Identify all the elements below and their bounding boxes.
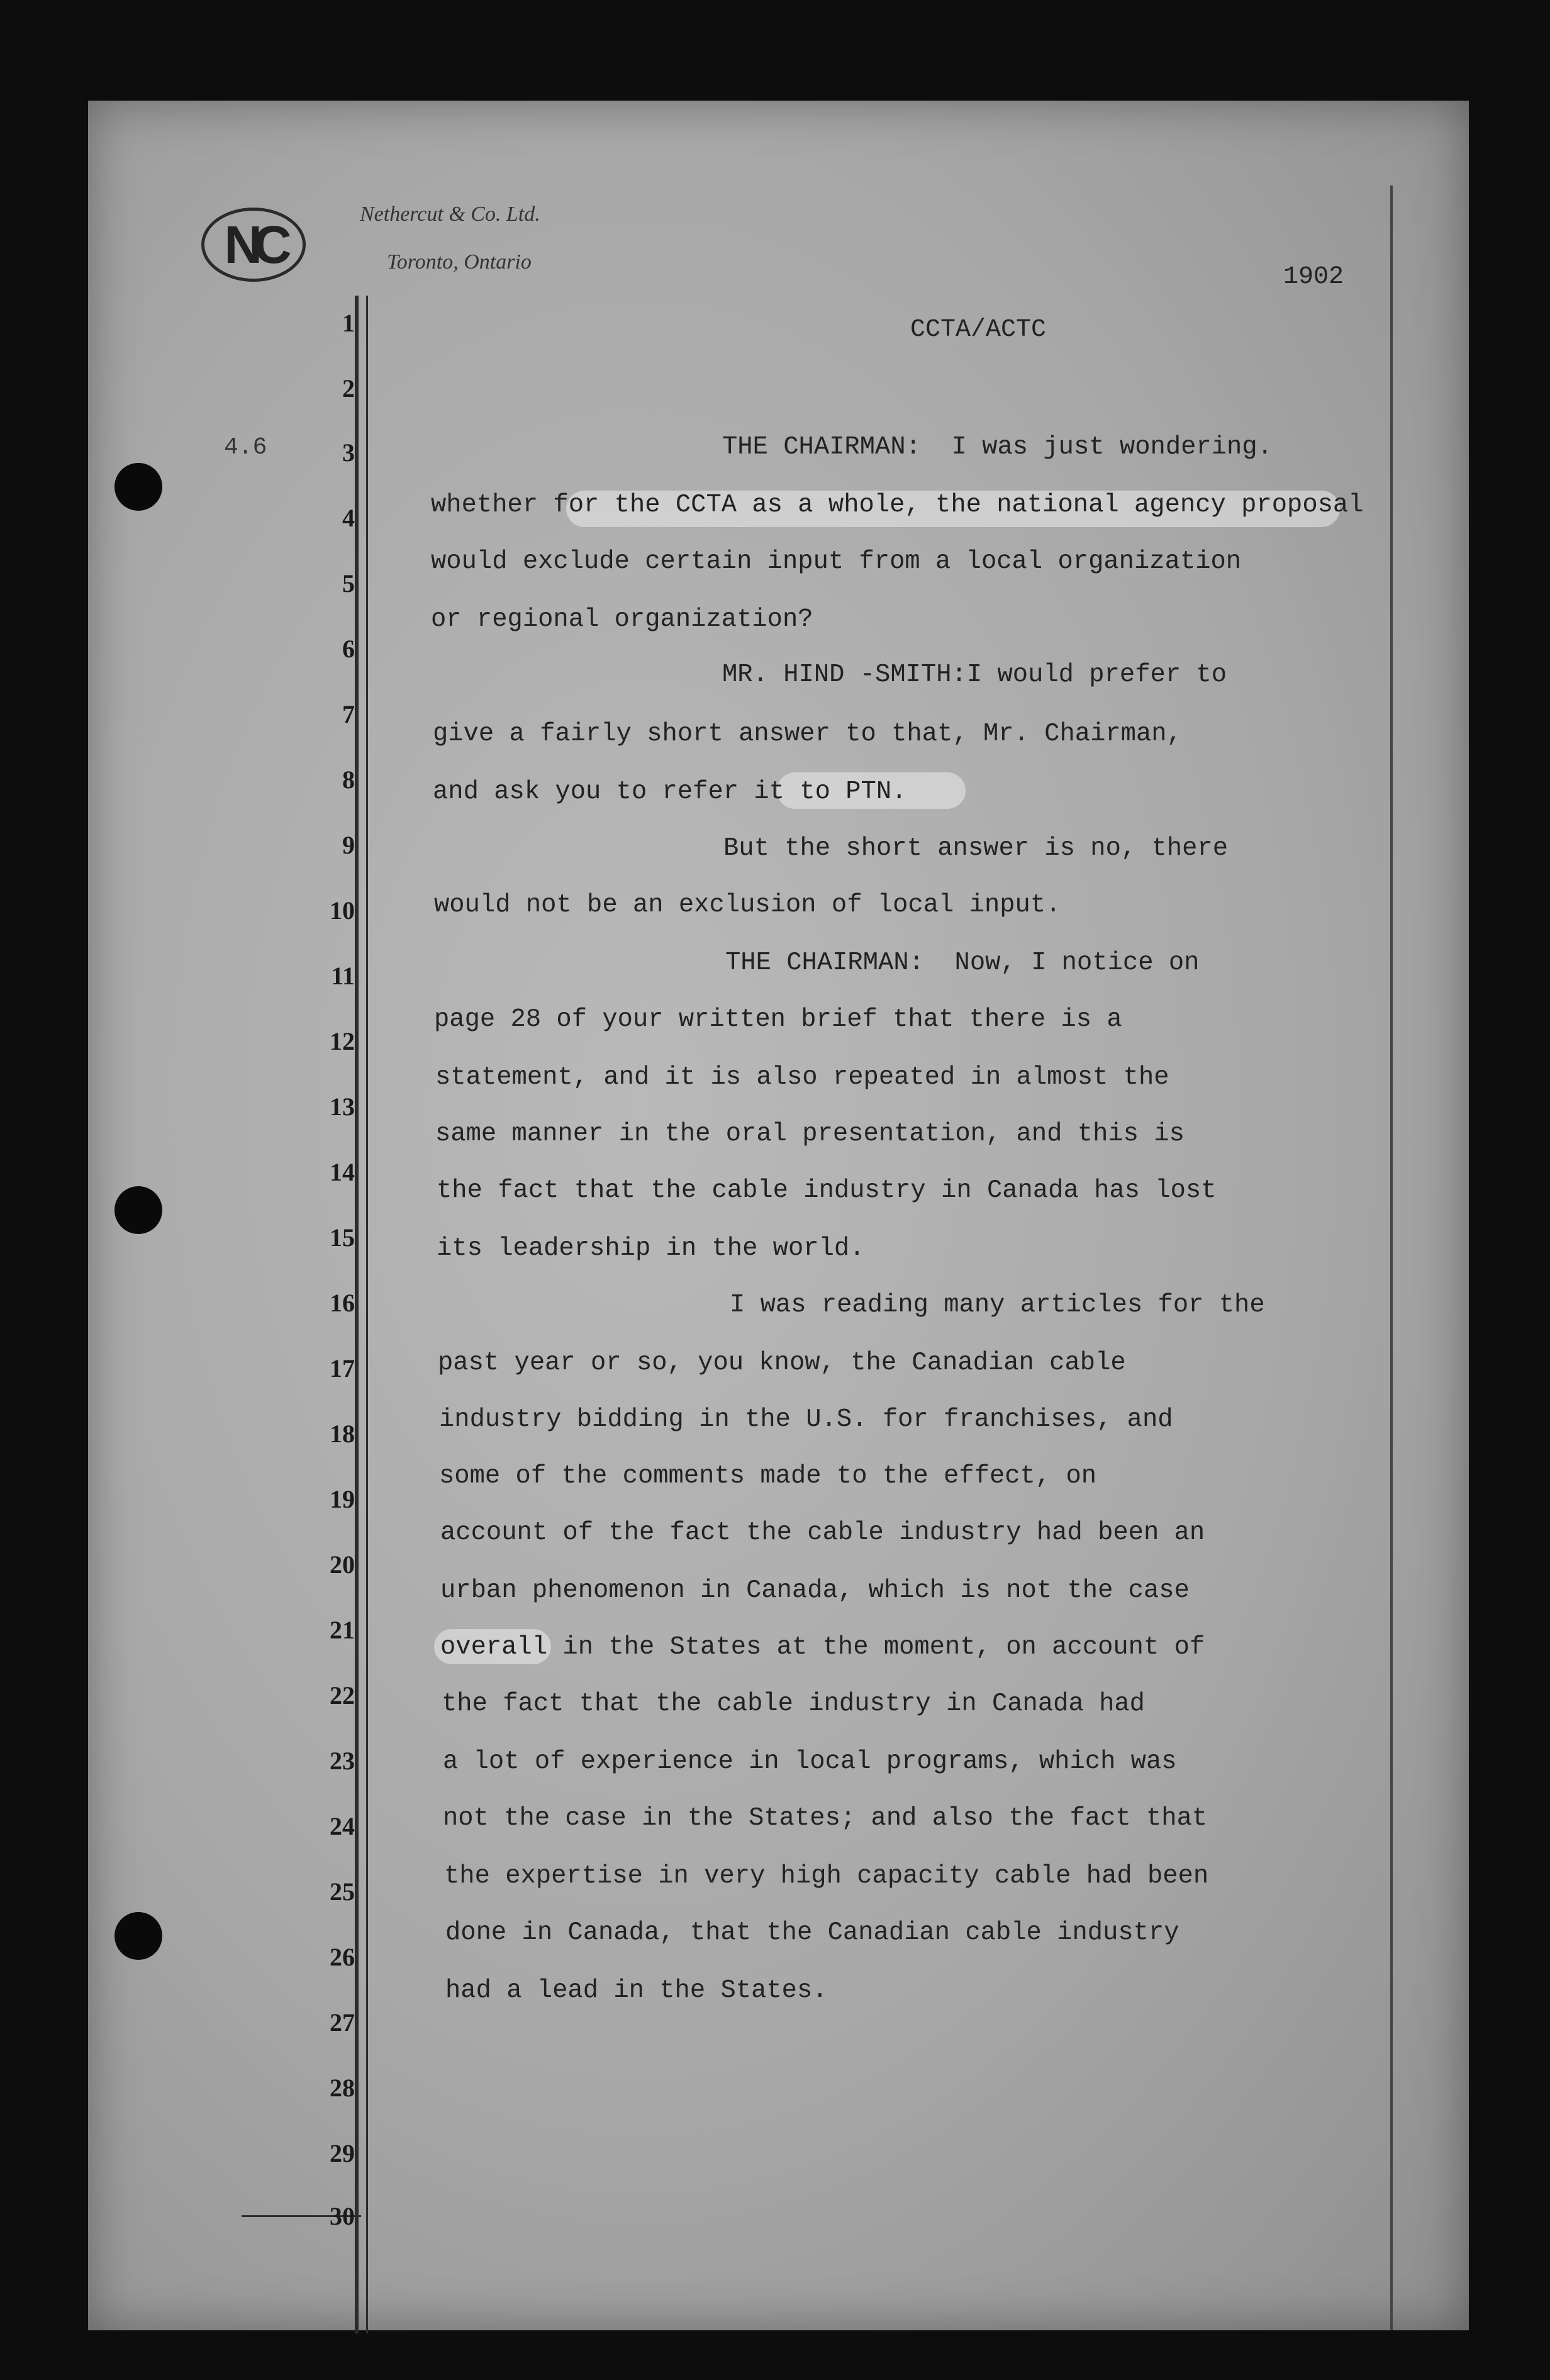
line-number: 8 [342, 765, 355, 794]
transcript-line: a lot of experience in local programs, which was [443, 1747, 1177, 1776]
transcript-line: statement, and it is also repeated in almost the [435, 1063, 1169, 1092]
transcript-line: past year or so, you know, the Canadian cable [438, 1348, 1126, 1377]
company-name: Nethercut & Co. Ltd. [360, 203, 540, 226]
line-number: 23 [330, 1747, 355, 1775]
line-number: 9 [342, 831, 355, 859]
line-number: 29 [330, 2139, 355, 2167]
line-number: 4 [342, 504, 355, 532]
line-number: 7 [342, 700, 355, 728]
line-number: 2 [342, 374, 355, 403]
binder-hole-middle [114, 1186, 162, 1234]
line-number: 1 [342, 309, 355, 337]
company-city: Toronto, Ontario [387, 250, 532, 274]
transcript-line: not the case in the States; and also the fact that [443, 1804, 1208, 1833]
transcript-line: give a fairly short answer to that, Mr. Chairman, [433, 720, 1182, 748]
transcript-line: done in Canada, that the Canadian cable industry [445, 1918, 1179, 1947]
transcript-line: urban phenomenon in Canada, which is not the case [440, 1576, 1190, 1605]
transcript-line: same manner in the oral presentation, and this is [435, 1120, 1185, 1148]
transcript-line: industry bidding in the U.S. for franchises, and [439, 1405, 1173, 1434]
transcript-line: page 28 of your written brief that there is a [434, 1005, 1122, 1034]
transcript-line: would exclude certain input from a local organization [431, 547, 1242, 576]
line-number: 28 [330, 2074, 355, 2102]
line-number: 14 [330, 1158, 355, 1186]
transcript-line: would not be an exclusion of local input. [434, 891, 1061, 920]
line-number: 10 [330, 896, 355, 925]
transcript-line: the fact that the cable industry in Canada has lost [437, 1176, 1217, 1205]
transcript-line: THE CHAIRMAN: Now, I notice on [725, 948, 1200, 977]
line-number: 30 [330, 2202, 355, 2230]
line-number: 19 [330, 1485, 355, 1513]
company-logo: NC [201, 208, 306, 282]
line-number: 21 [330, 1616, 355, 1644]
transcript-line: whether for the CCTA as a whole, the national agency proposal [431, 491, 1364, 520]
line-number: 11 [331, 962, 355, 990]
line-number: 16 [330, 1289, 355, 1317]
transcript-line: overall in the States at the moment, on account of [440, 1633, 1205, 1662]
transcript-line: But the short answer is no, there [723, 834, 1229, 863]
transcript-line: some of the comments made to the effect, on [439, 1462, 1097, 1491]
page-number: 1902 [1283, 263, 1344, 291]
transcript-line: account of the fact the cable industry had been an [440, 1518, 1205, 1547]
margin-note: 4.6 [224, 434, 267, 461]
transcript-line: the expertise in very high capacity cable had been [444, 1862, 1209, 1891]
line-number: 20 [330, 1550, 355, 1579]
line-number: 3 [342, 438, 355, 467]
line-number: 24 [330, 1812, 355, 1840]
line-number: 15 [330, 1223, 355, 1252]
line-number: 22 [330, 1681, 355, 1710]
line-number: 13 [330, 1093, 355, 1121]
right-margin-rule [1390, 186, 1393, 2330]
transcript-line: the fact that the cable industry in Canada had [442, 1689, 1145, 1718]
transcript-line: MR. HIND -SMITH:I would prefer to [722, 660, 1227, 689]
left-margin-rule [355, 296, 359, 2333]
line-number: 18 [330, 1420, 355, 1448]
transcript-line: and ask you to refer it to PTN. [433, 777, 907, 806]
document-title: CCTA/ACTC [910, 316, 1047, 344]
left-margin-rule-inner [366, 296, 368, 2333]
transcript-line: had a lead in the States. [445, 1976, 828, 2005]
line-number: 17 [330, 1354, 355, 1382]
transcript-line: I was reading many articles for the [730, 1291, 1265, 1320]
line-number: 26 [330, 1943, 355, 1971]
line-number: 12 [330, 1027, 355, 1055]
transcript-line: or regional organization? [431, 605, 813, 634]
binder-hole-top [114, 463, 162, 511]
line-number: 6 [342, 635, 355, 663]
line-number: 25 [330, 1877, 355, 1906]
binder-hole-bottom [114, 1912, 162, 1960]
line-number: 27 [330, 2008, 355, 2037]
transcript-line: THE CHAIRMAN: I was just wondering. [722, 433, 1273, 462]
line-number: 5 [342, 569, 355, 598]
transcript-line: its leadership in the world. [437, 1234, 865, 1263]
